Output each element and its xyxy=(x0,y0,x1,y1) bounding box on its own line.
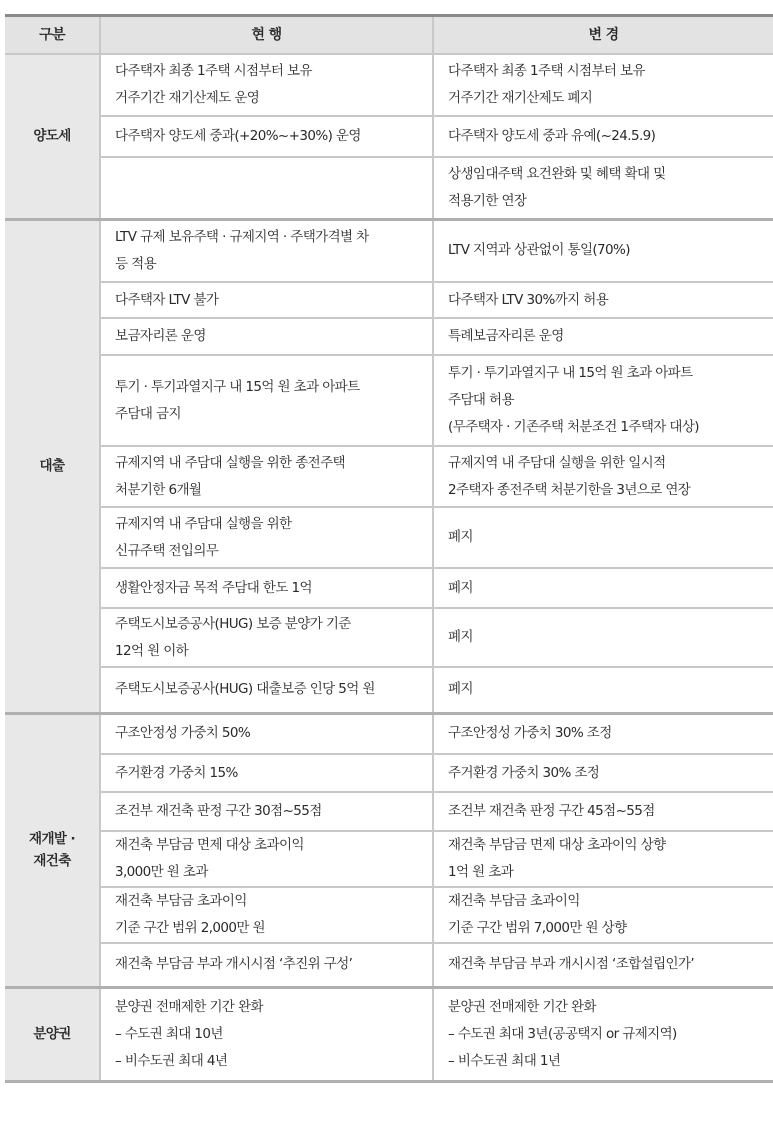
current-text-line: 재건축 부담금 면제 대상 초과이익 xyxy=(115,837,304,853)
table-row xyxy=(5,54,773,116)
category-label: 재건축 xyxy=(33,853,71,869)
current-cell xyxy=(100,568,433,608)
current-cell xyxy=(100,608,433,667)
change-text-line: 주담대 허용 xyxy=(448,392,514,408)
table-header-row xyxy=(5,16,773,55)
table-row xyxy=(5,282,773,318)
current-text-line: 다주택자 최종 1주택 시점부터 보유 xyxy=(115,63,312,79)
change-text-line: 조건부 재건축 판정 구간 45점~55점 xyxy=(448,803,655,819)
change-text-line: 기준 구간 범위 7,000만 원 상향 xyxy=(448,920,627,936)
current-cell xyxy=(100,887,433,943)
table-row xyxy=(5,987,773,1081)
table-row xyxy=(5,943,773,987)
current-text-line: 3,000만 원 초과 xyxy=(115,864,208,880)
table-row xyxy=(5,157,773,219)
current-cell xyxy=(100,318,433,355)
change-cell xyxy=(433,54,773,116)
change-cell xyxy=(433,568,773,608)
change-text-line: 재건축 부담금 초과이익 xyxy=(448,893,580,909)
change-text-line: – 수도권 최대 3년(공공택지 or 규제지역) xyxy=(448,1025,677,1042)
change-text-line: 폐지 xyxy=(448,629,473,645)
table-row xyxy=(5,831,773,887)
current-text-line: 분양권 전매제한 기간 완화 xyxy=(115,998,263,1015)
current-text-line: 주택도시보증공사(HUG) 보증 분양가 기준 xyxy=(115,615,351,632)
current-text-line: 거주기간 재기산제도 운영 xyxy=(115,90,260,106)
current-cell xyxy=(100,157,433,219)
change-cell xyxy=(433,987,773,1081)
current-text-line: 12억 원 이하 xyxy=(115,642,189,659)
current-cell xyxy=(100,219,433,282)
current-cell xyxy=(100,446,433,507)
category-label: 대출 xyxy=(39,458,65,474)
change-cell xyxy=(433,943,773,987)
change-text-line: 1억 원 초과 xyxy=(448,864,514,880)
change-cell xyxy=(433,157,773,219)
policy-comparison-table xyxy=(5,14,773,1083)
change-text-line: – 비수도권 최대 1년 xyxy=(448,1052,561,1069)
category-cell xyxy=(5,219,100,713)
current-text-line: 등 적용 xyxy=(115,255,157,272)
current-cell xyxy=(100,282,433,318)
category-cell xyxy=(5,54,100,219)
change-text-line: 재건축 부담금 면제 대상 초과이익 상향 xyxy=(448,837,666,853)
change-text-line: 규제지역 내 주담대 실행을 위한 일시적 xyxy=(448,454,666,471)
current-cell xyxy=(100,987,433,1081)
current-text-line: 주담대 금지 xyxy=(115,405,181,422)
table-row xyxy=(5,792,773,831)
change-text-line: 다주택자 LTV 30%까지 허용 xyxy=(448,291,609,308)
category-cell xyxy=(5,987,100,1081)
change-text-line: (무주택자 · 기존주택 처분조건 1주택자 대상) xyxy=(448,419,699,435)
change-cell xyxy=(433,792,773,831)
change-cell xyxy=(433,831,773,887)
change-text-line: 거주기간 재기산제도 폐지 xyxy=(448,90,593,106)
current-text-line: 구조안정성 가중치 50% xyxy=(115,725,251,742)
current-text-line: 재건축 부담금 초과이익 xyxy=(115,893,247,909)
table-row xyxy=(5,713,773,754)
table-row xyxy=(5,318,773,355)
current-cell xyxy=(100,116,433,157)
current-cell xyxy=(100,667,433,713)
change-text-line: 폐지 xyxy=(448,529,473,545)
change-cell xyxy=(433,318,773,355)
current-text-line: 보금자리론 운영 xyxy=(115,328,206,344)
current-cell xyxy=(100,54,433,116)
table-row xyxy=(5,446,773,507)
current-text-line: 신규주택 전입의무 xyxy=(115,542,219,559)
change-cell xyxy=(433,282,773,318)
change-cell xyxy=(433,608,773,667)
current-text-line: 조건부 재건축 판정 구간 30점~55점 xyxy=(115,803,322,819)
change-text-line: 분양권 전매제한 기간 완화 xyxy=(448,998,596,1015)
change-cell xyxy=(433,887,773,943)
current-text-line: 규제지역 내 주담대 실행을 위한 종전주택 xyxy=(115,454,345,471)
current-cell xyxy=(100,507,433,568)
current-text-line: 규제지역 내 주담대 실행을 위한 xyxy=(115,515,292,532)
current-text-line: 재건축 부담금 부과 개시시점 ‘추진위 구성’ xyxy=(115,956,353,973)
table-row xyxy=(5,219,773,282)
change-cell xyxy=(433,667,773,713)
change-text-line: 특례보금자리론 운영 xyxy=(448,328,564,344)
change-cell xyxy=(433,116,773,157)
current-cell xyxy=(100,943,433,987)
current-text-line: 다주택자 양도세 중과(+20%~+30%) 운영 xyxy=(115,128,361,144)
change-text-line: 재건축 부담금 부과 개시시점 ‘조합설립인가’ xyxy=(448,956,695,973)
change-text-line: 다주택자 양도세 중과 유예(~24.5.9) xyxy=(448,128,656,144)
table-row xyxy=(5,887,773,943)
table-row xyxy=(5,608,773,667)
category-cell xyxy=(5,713,100,987)
current-text-line: 다주택자 LTV 불가 xyxy=(115,291,219,308)
change-cell xyxy=(433,507,773,568)
header-category: 구분 xyxy=(5,16,100,55)
current-text-line: – 수도권 최대 10년 xyxy=(115,1025,223,1042)
table-row xyxy=(5,754,773,792)
change-cell xyxy=(433,219,773,282)
category-label: 분양권 xyxy=(33,1026,71,1042)
table-row xyxy=(5,568,773,608)
change-text-line: 구조안정성 가중치 30% 조정 xyxy=(448,725,612,742)
current-text-line: 생활안정자금 목적 주담대 한도 1억 xyxy=(115,579,312,596)
current-text-line: 주거환경 가중치 15% xyxy=(115,764,238,781)
current-cell xyxy=(100,754,433,792)
table-row xyxy=(5,355,773,446)
change-text-line: 적용기한 연장 xyxy=(448,192,527,209)
current-text-line: 주택도시보증공사(HUG) 대출보증 인당 5억 원 xyxy=(115,681,375,698)
header-current: 현 행 xyxy=(100,16,433,55)
current-text-line: – 비수도권 최대 4년 xyxy=(115,1052,228,1069)
change-cell xyxy=(433,754,773,792)
table-row xyxy=(5,507,773,568)
change-text-line: 폐지 xyxy=(448,579,473,596)
category-label: 재개발 · xyxy=(29,831,75,847)
current-text-line: 기준 구간 범위 2,000만 원 xyxy=(115,920,265,936)
table-row xyxy=(5,116,773,157)
change-cell xyxy=(433,355,773,446)
change-text-line: 상생임대주택 요건완화 및 혜택 확대 및 xyxy=(448,165,666,182)
change-text-line: 주거환경 가중치 30% 조정 xyxy=(448,764,600,781)
current-cell xyxy=(100,831,433,887)
header-change: 변 경 xyxy=(433,16,773,55)
change-text-line: 투기 · 투기과열지구 내 15억 원 초과 아파트 xyxy=(448,365,693,381)
table-row xyxy=(5,667,773,713)
category-label: 양도세 xyxy=(33,128,71,145)
current-cell xyxy=(100,792,433,831)
change-text-line: LTV 지역과 상관없이 통일(70%) xyxy=(448,242,630,259)
change-text-line: 2주택자 종전주택 처분기한을 3년으로 연장 xyxy=(448,481,691,498)
change-text-line: 다주택자 최종 1주택 시점부터 보유 xyxy=(448,63,645,79)
change-cell xyxy=(433,446,773,507)
current-text-line: 투기 · 투기과열지구 내 15억 원 초과 아파트 xyxy=(115,378,360,395)
current-text-line: 처분기한 6개월 xyxy=(115,481,202,498)
change-cell xyxy=(433,713,773,754)
current-cell xyxy=(100,713,433,754)
current-cell xyxy=(100,355,433,446)
current-text-line: LTV 규제 보유주택 · 규제지역 · 주택가격별 차 xyxy=(115,228,369,245)
change-text-line: 폐지 xyxy=(448,681,473,698)
